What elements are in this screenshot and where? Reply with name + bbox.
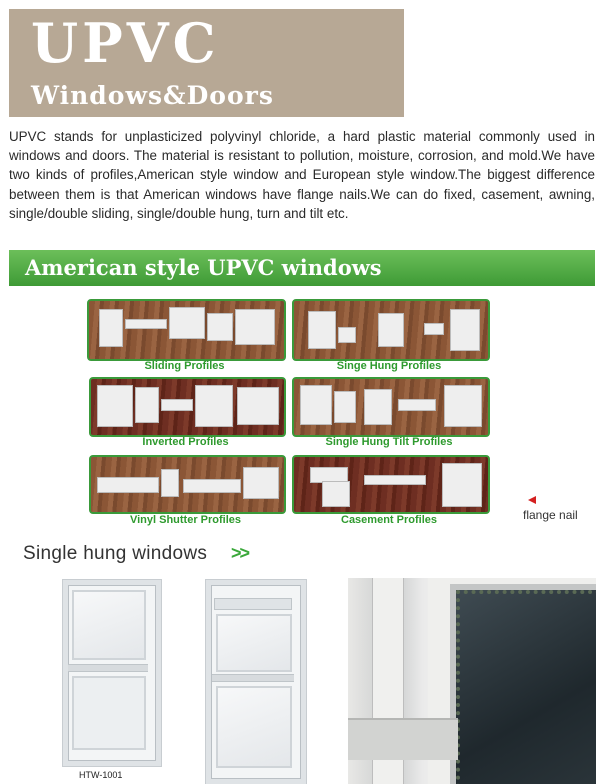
profile-caption-casement: Casement Profiles <box>341 514 437 526</box>
flange-nail-label: flange nail <box>523 508 578 522</box>
section-banner <box>9 250 595 286</box>
single-hung-window-image-2 <box>204 578 308 784</box>
profile-image-vinyl-shutter <box>89 455 286 514</box>
profile-caption-inverted: Inverted Profiles <box>142 436 229 448</box>
profile-caption-vinyl-shutter: Vinyl Shutter Profiles <box>129 514 242 526</box>
single-hung-window-image-1 <box>60 578 164 768</box>
profile-image-casement <box>292 455 490 514</box>
section-banner-title: American style UPVC windows <box>25 255 382 280</box>
header-banner <box>9 9 404 117</box>
double-chevron-right-icon: >> <box>231 543 249 563</box>
single-hung-title: Single hung windows <box>23 543 208 564</box>
profile-image-sliding <box>87 299 286 361</box>
header-subtitle: Windows&Doors <box>31 81 274 110</box>
profile-caption-sliding: Sliding Profiles <box>144 360 225 372</box>
intro-paragraph: UPVC stands for unplasticized polyvinyl chloride, a hard plastic material commonly used in windows and doors. The material is resistant to pollution, moisture, corrosion, and mold.We have two kinds of profiles,American style window and European style window.The biggest difference between them is that American windows have flange nails.We can do fixed, casement, awning, single/double sliding, single/double hung, turn and tilt etc. <box>9 129 595 221</box>
window-detail-photo <box>348 578 596 784</box>
profile-image-single-hung-tilt <box>292 377 490 437</box>
profile-caption-single-hung-tilt: Single Hung Tilt Profiles <box>325 436 453 448</box>
profile-image-inverted <box>89 377 286 437</box>
header-title: UPVC <box>31 11 220 75</box>
profile-caption-single-hung: Singe Hung Profiles <box>336 360 442 372</box>
flange-nail-marker-icon <box>528 496 536 504</box>
profile-image-single-hung <box>292 299 490 361</box>
window-model-label: HTW-1001 <box>79 770 123 780</box>
